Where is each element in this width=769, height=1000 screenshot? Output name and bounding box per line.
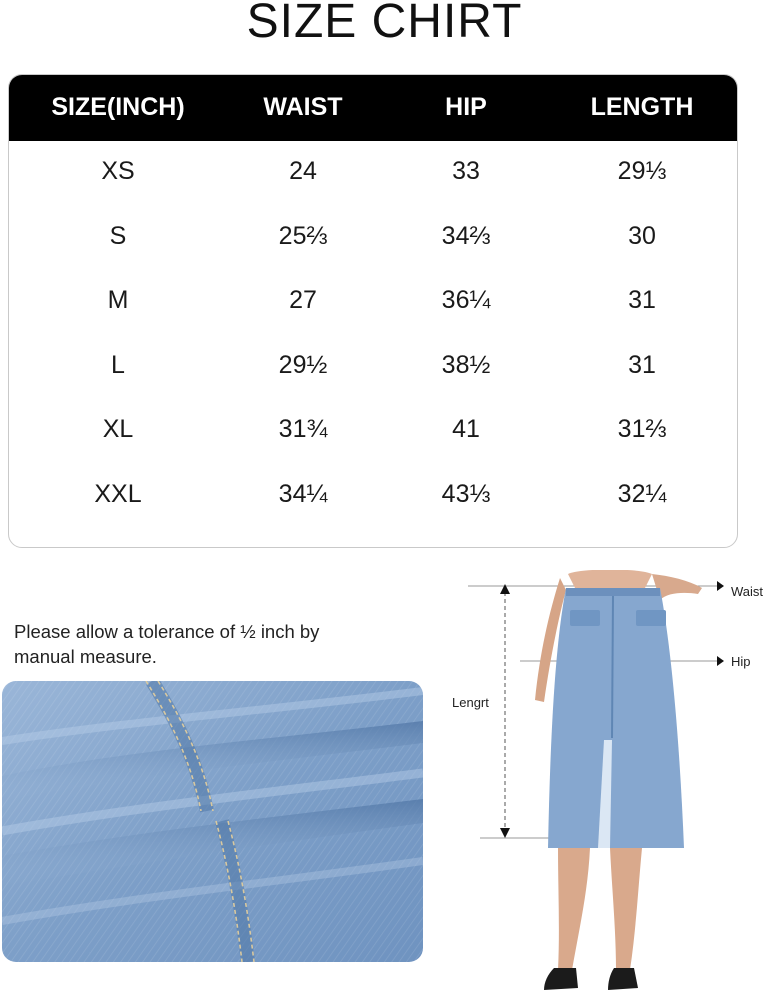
- cell-waist: 31¾: [278, 415, 328, 443]
- header-hip: HIP: [445, 93, 487, 121]
- cell-length: 31: [628, 286, 656, 314]
- denim-fabric-image: [2, 681, 423, 962]
- cell-hip: 41: [452, 415, 480, 443]
- cell-size: L: [111, 350, 125, 379]
- measurement-diagram: [440, 570, 769, 1000]
- page-title: SIZE CHIRT: [246, 0, 523, 48]
- cell-size: M: [107, 286, 129, 314]
- size-chart-table: [8, 74, 738, 548]
- cell-length: 32¼: [617, 479, 667, 508]
- cell-size: S: [109, 221, 127, 250]
- table-row: [9, 464, 737, 529]
- cell-waist: 25⅔: [278, 221, 328, 250]
- hip-label: Hip: [731, 654, 751, 669]
- header-length: LENGTH: [590, 93, 694, 121]
- length-label: Lengrt: [452, 695, 489, 710]
- cell-length: 30: [628, 221, 656, 250]
- cell-hip: 34⅔: [441, 221, 491, 250]
- cell-hip: 36¼: [441, 286, 491, 314]
- table-header: [9, 75, 737, 141]
- table-row: [9, 335, 737, 400]
- cell-length: 29⅓: [617, 157, 667, 185]
- header-waist: WAIST: [263, 93, 343, 121]
- header-size: SIZE(INCH): [51, 93, 185, 121]
- cell-hip: 38½: [441, 350, 491, 379]
- waist-label: Waist: [731, 584, 764, 599]
- table-row: [9, 399, 737, 464]
- cell-waist: 29½: [278, 350, 328, 379]
- cell-length: 31: [628, 350, 656, 379]
- cell-size: XXL: [94, 479, 142, 508]
- cell-size: XS: [101, 157, 135, 185]
- table-row: [9, 270, 737, 335]
- cell-size: XL: [102, 415, 134, 443]
- cell-hip: 33: [452, 157, 480, 185]
- cell-hip: 43⅓: [441, 479, 491, 508]
- table-row: [9, 206, 737, 271]
- cell-waist: 27: [289, 286, 317, 314]
- cell-waist: 24: [289, 157, 317, 185]
- table-row: [9, 141, 737, 206]
- cell-length: 31⅔: [617, 415, 667, 443]
- tolerance-note: Please allow a tolerance of ½ inch by manual measure.: [14, 621, 320, 667]
- cell-waist: 34¼: [278, 479, 328, 508]
